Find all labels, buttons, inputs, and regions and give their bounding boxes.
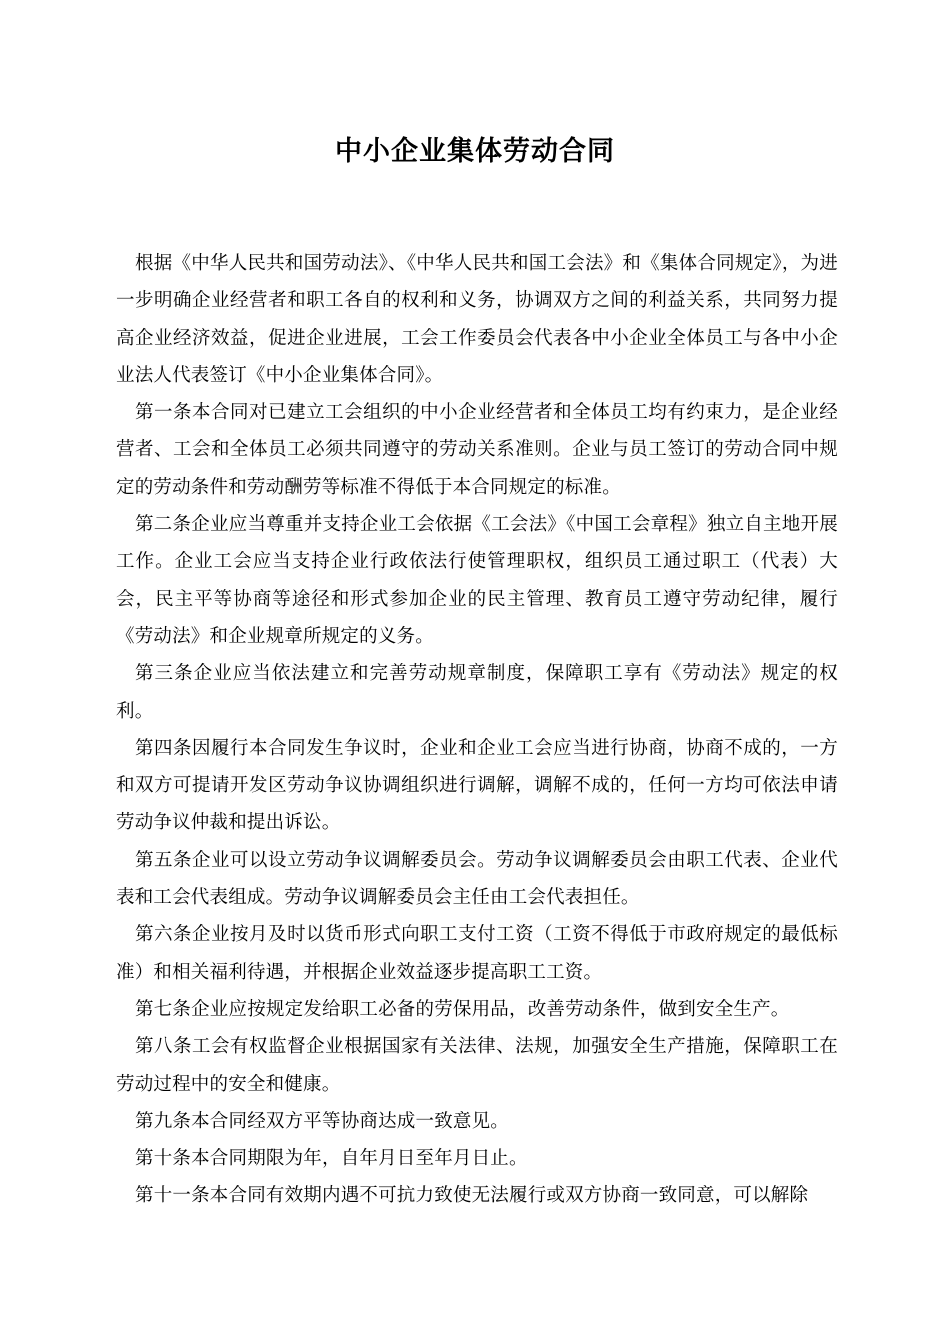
article-10-paragraph: 第十条本合同期限为年，自年月日至年月日止。	[135, 1148, 528, 1170]
article-4-paragraph: 第四条因履行本合同发生争议时，企业和企业工会应当进行协商，协商不成的，一方和双方可提请开发区劳动争议协调组织进行调解，调解不成的，任何一方均可依法申请劳动争议仲裁和提出诉讼。	[116, 737, 838, 834]
document-body	[116, 245, 838, 1215]
article-6-paragraph: 第六条企业按月及时以货币形式向职工支付工资（工资不得低于市政府规定的最低标准）和相关福利待遇，并根据企业效益逐步提高职工工资。	[116, 924, 838, 983]
article-5-paragraph: 第五条企业可以设立劳动争议调解委员会。劳动争议调解委员会由职工代表、企业代表和工会代表组成。劳动争议调解委员会主任由工会代表担任。	[116, 849, 838, 909]
article-1-paragraph: 第一条本合同对已建立工会组织的中小企业经营者和全体员工均有约束力，是企业经营者、工会和全体员工必须共同遵守的劳动关系准则。企业与员工签订的劳动合同中规定的劳动条件和劳动酬劳等标准不得低于本合同规定的标准。	[116, 402, 838, 498]
article-8-paragraph: 第八条工会有权监督企业根据国家有关法律、法规，加强安全生产措施，保障职工在劳动过程中的安全和健康。	[116, 1036, 838, 1095]
document-title: 中小企业集体劳动合同	[335, 136, 615, 167]
article-2-paragraph: 第二条企业应当尊重并支持企业工会依据《工会法》《中国工会章程》独立自主地开展工作。企业工会应当支持企业行政依法行使管理职权，组织员工通过职工（代表）大会，民主平等协商等途径和形式参加企业的民主管理、教育员工遵守劳动纪律，履行《劳动法》和企业规章所规定的义务。	[116, 514, 838, 647]
preamble-paragraph: 根据《中华人民共和国劳动法》、《中华人民共和国工会法》和《集体合同规定》，为进一步明确企业经营者和职工各自的权利和义务，协调双方之间的利益关系，共同努力提高企业经济效益，促进企业进展，工会工作委员会代表各中小企业全体员工与各中小企业法人代表签订《中小企业集体合同》。	[116, 253, 838, 386]
article-9-paragraph: 第九条本合同经双方平等协商达成一致意见。	[135, 1110, 510, 1132]
article-7-paragraph: 第七条企业应按规定发给职工必备的劳保用品，改善劳动条件，做到安全生产。	[135, 998, 790, 1020]
article-3-paragraph: 第三条企业应当依法建立和完善劳动规章制度，保障职工享有《劳动法》规定的权利。	[116, 663, 838, 722]
article-11-paragraph: 第十一条本合同有效期内遇不可抗力致使无法履行或双方协商一致同意，可以解除	[135, 1185, 809, 1207]
